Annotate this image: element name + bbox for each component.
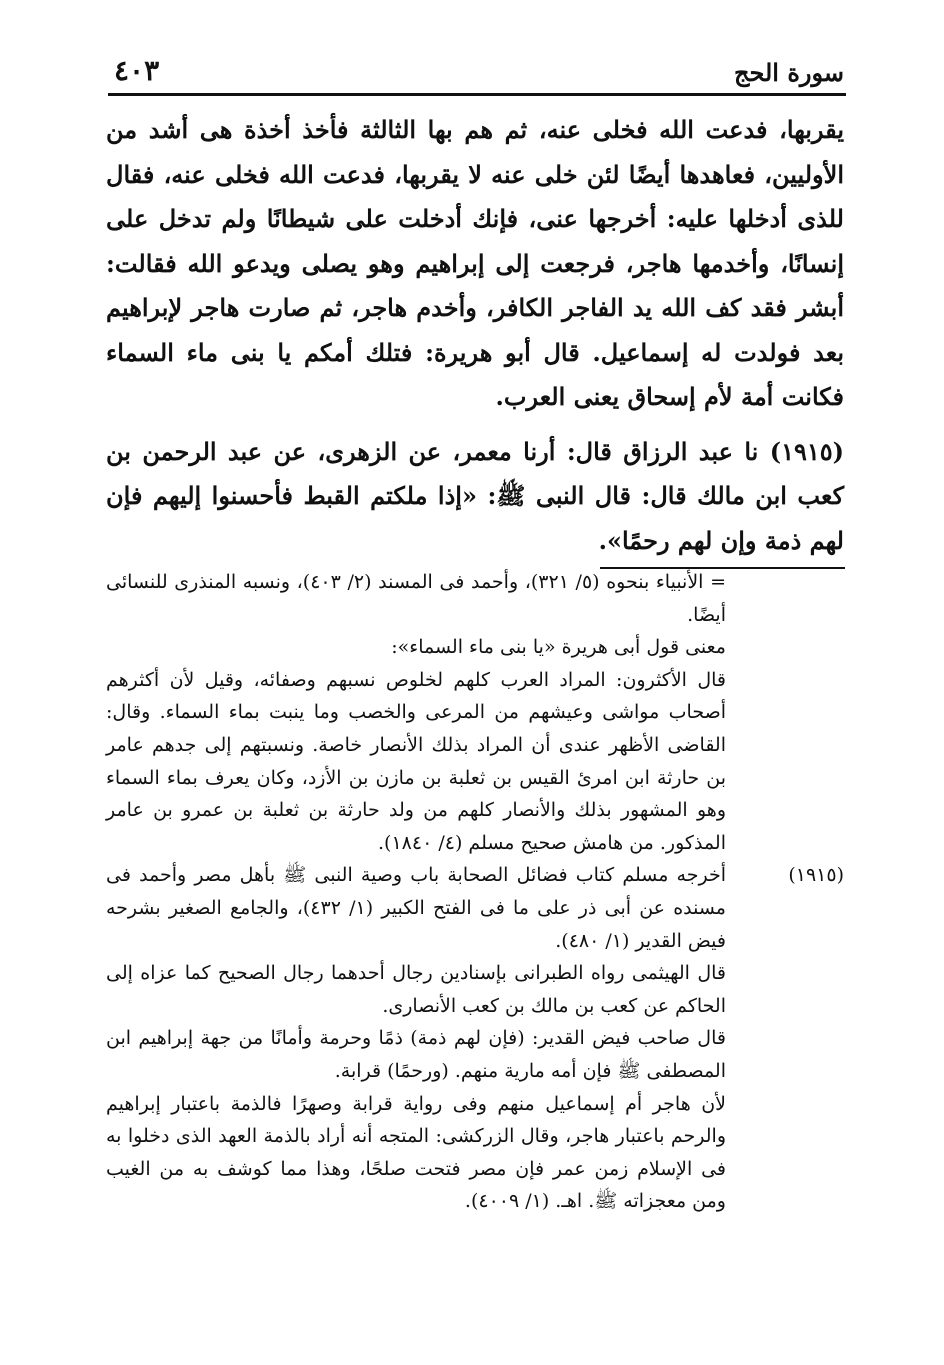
footnote-zarkashi: لأن هاجر أم إسماعيل منهم وفى رواية قرابة وصهرًا فالذمة باعتبار إبراهيم والرحم باعتبار هاجر، وقال الزركشى: المتجه أنه أراد بالذمة العهد الذى دخلوا به فى الإسلام زمن عمر فإن مصر فتحت صلحًا، وهذا مما كوشف به من الغيب ومن معجزاته ﷺ. اهـ. (١/ ٤٠٠٩). [106,1092,726,1213]
footnote-haythami: قال الهيثمى رواه الطبرانى بإسنادين رجال أحدهما رجال الصحيح كما عزاه إلى الحاكم عن كعب بن مالك بن كعب الأنصارى. [106,962,726,1017]
footnote-fayd: قال صاحب فيض القدير: (فإن لهم ذمة) ذمًا وحرمة وأمانًا من جهة إبراهيم ابن المصطفى ﷺ فإن أمه مارية منهم. (ورحمًا) قرابة. [106,1027,726,1082]
footnote-number: (١٩١٥) [788,864,844,887]
footnote-1915 [106,859,844,957]
page-number: ٤٠٣ [114,54,160,87]
main-text [106,108,844,563]
footnotes [106,566,844,1218]
footnote-heading: معنى قول أبى هريرة «يا بنى ماء السماء»: [391,636,726,659]
hadith-text: نا عبد الرزاق قال: أرنا معمر، عن الزهرى، عن عبد الرحمن بن كعب ابن مالك قال: قال النبى ﷺ: «إذا ملكتم القبط فأحسنوا إليهم فإن لهم ذمة وإن لهم رحمًا». [106,436,844,555]
footnote-text: أخرجه مسلم كتاب فضائل الصحابة باب وصية النبى ﷺ بأهل مصر وأحمد فى مسنده عن أبى ذر على ما فى الفتح الكبير (١/ ٤٣٢)، والجامع الصغير بشرحه فيض القدير (١/ ٤٨٠). [106,864,726,952]
footnote-continuation: = الأنبياء بنحوه (٥/ ٣٢١)، وأحمد فى المسند (٢/ ٤٠٣)، ونسبه المنذرى للنسائى أيضًا. [106,571,726,626]
footnote-explanation: قال الأكثرون: المراد العرب كلهم لخلوص نسبهم وصفائه، وقيل لأن أكثرهم أصحاب مواشى وعيشهم من المرعى والخصب وما ينبت بماء السماء. وقال: القاضى الأظهر عندى أن المراد بذلك الأنصار خاصة. ونسبتهم إلى جدهم عامر بن حارثة ابن امرئ القيس بن ثعلبة بن مازن بن الأزد، وكان يعرف بماء السماء وهو المشهور بذلك والأنصار كلهم من ولد حارثة بن ثعلبة بن عمرو بن عامر المذكور. من هامش صحيح مسلم (٤/ ١٨٤٠). [106,668,726,854]
page-header [108,52,844,96]
surah-title: سورة الحج [734,58,844,87]
narration-paragraph: يقربها، فدعت الله فخلى عنه، ثم هم بها الثالثة فأخذ أخذة هى أشد من الأوليين، فعاهدها أيضًا لئن خلى عنه لا يقربها، فدعت الله فخلى عنه، فقال للذى أدخلها عليه: أخرجها عنى، فإنك أدخلت على شيطانًا ولم تدخل على إنسانًا، وأخدمها هاجر، فرجعت إلى إبراهيم وهو يصلى ويدعو الله فقالت: أبشر فقد كف الله يد الفاجر الكافر، وأخدم هاجر، ثم صارت هاجر لإبراهيم بعد فولدت له إسماعيل. قال أبو هريرة: فتلك أمكم يا بنى ماء السماء فكانت أمة لأم إسحاق يعنى العرب. [106,115,844,411]
hadith-paragraph [106,430,844,564]
header-divider [108,93,846,96]
hadith-number: (١٩١٥) [769,436,844,466]
